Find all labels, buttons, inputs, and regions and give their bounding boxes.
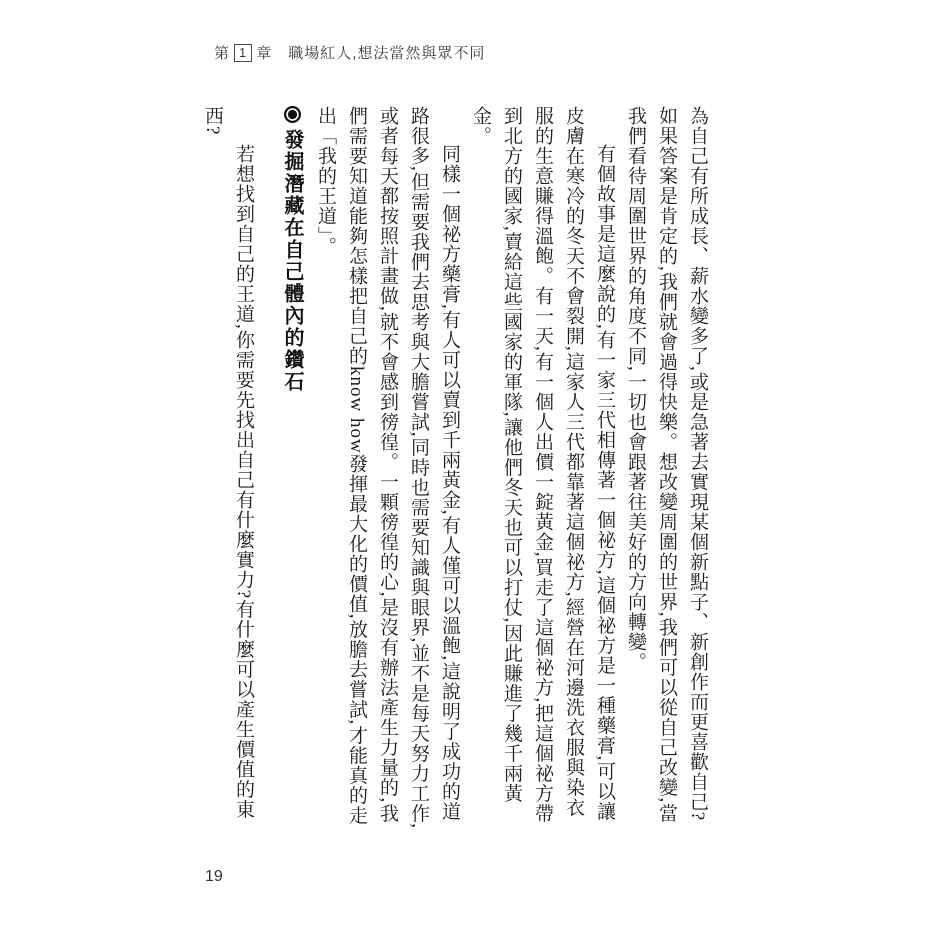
paragraph-lesson: 同樣一個祕方藥膏,有人可以賣到千兩黃金,有人僅可以溫飽,這說明了成功的道路很多,但需要我們去思考與大膽嘗試,同時也需要知識與眼界,並不是每天努力工作,或者每天都按照計畫做,就不會感到徬徨。一顆徬徨的心,是沒有辦法產生力量的,我們需要知道能夠怎樣把自己的know how發揮最大化的價值,放膽去嘗試,才能真的走出「我的王道」。 <box>315 106 460 829</box>
running-header <box>214 42 485 63</box>
main-text-block <box>197 106 713 836</box>
chapter-suffix: 章 <box>256 45 273 62</box>
page-number: 19 <box>205 868 223 885</box>
paragraph-story: 有個故事是這麼說的,有一家三代相傳著一個祕方,這個祕方是一種藥膏,可以讓皮膚在寒冷的冬天不會裂開,這家人三代都靠著這個祕方,經營在河邊洗衣服與染衣服的生意賺得溫飽。有一天,有一個人出價一錠黃金,買走了這個祕方,把這個祕方帶到北方的國家,賣給這些國家的軍隊,讓他們冬天也可以打仗,因此賺進了幾千兩黃金。 <box>470 106 615 824</box>
paragraph-continuation: 為自己有所成長、薪水變多了,或是急著去實現某個新點子、新創作而更喜歡自己?如果答案是肯定的,我們就會過得快樂。想改變周圍的世界,我們可以從自己改變,當我們看待周圍世界的角度不同,一切也會跟著往美好的方向轉變。 <box>625 106 708 824</box>
bullseye-bullet-icon <box>284 106 301 123</box>
section-heading <box>276 106 307 836</box>
chapter-title: 職場紅人,想法當然與眾不同 <box>288 45 486 62</box>
chapter-prefix: 第 <box>214 45 231 62</box>
section-heading-text: 發掘潛藏在自己體內的鑽石 <box>281 129 303 393</box>
chapter-number-box: 1 <box>234 44 252 62</box>
paragraph-question: 若想找到自己的王道,你需要先找出自己有什麼實力?有什麼可以產生價值的東西? <box>202 106 254 820</box>
